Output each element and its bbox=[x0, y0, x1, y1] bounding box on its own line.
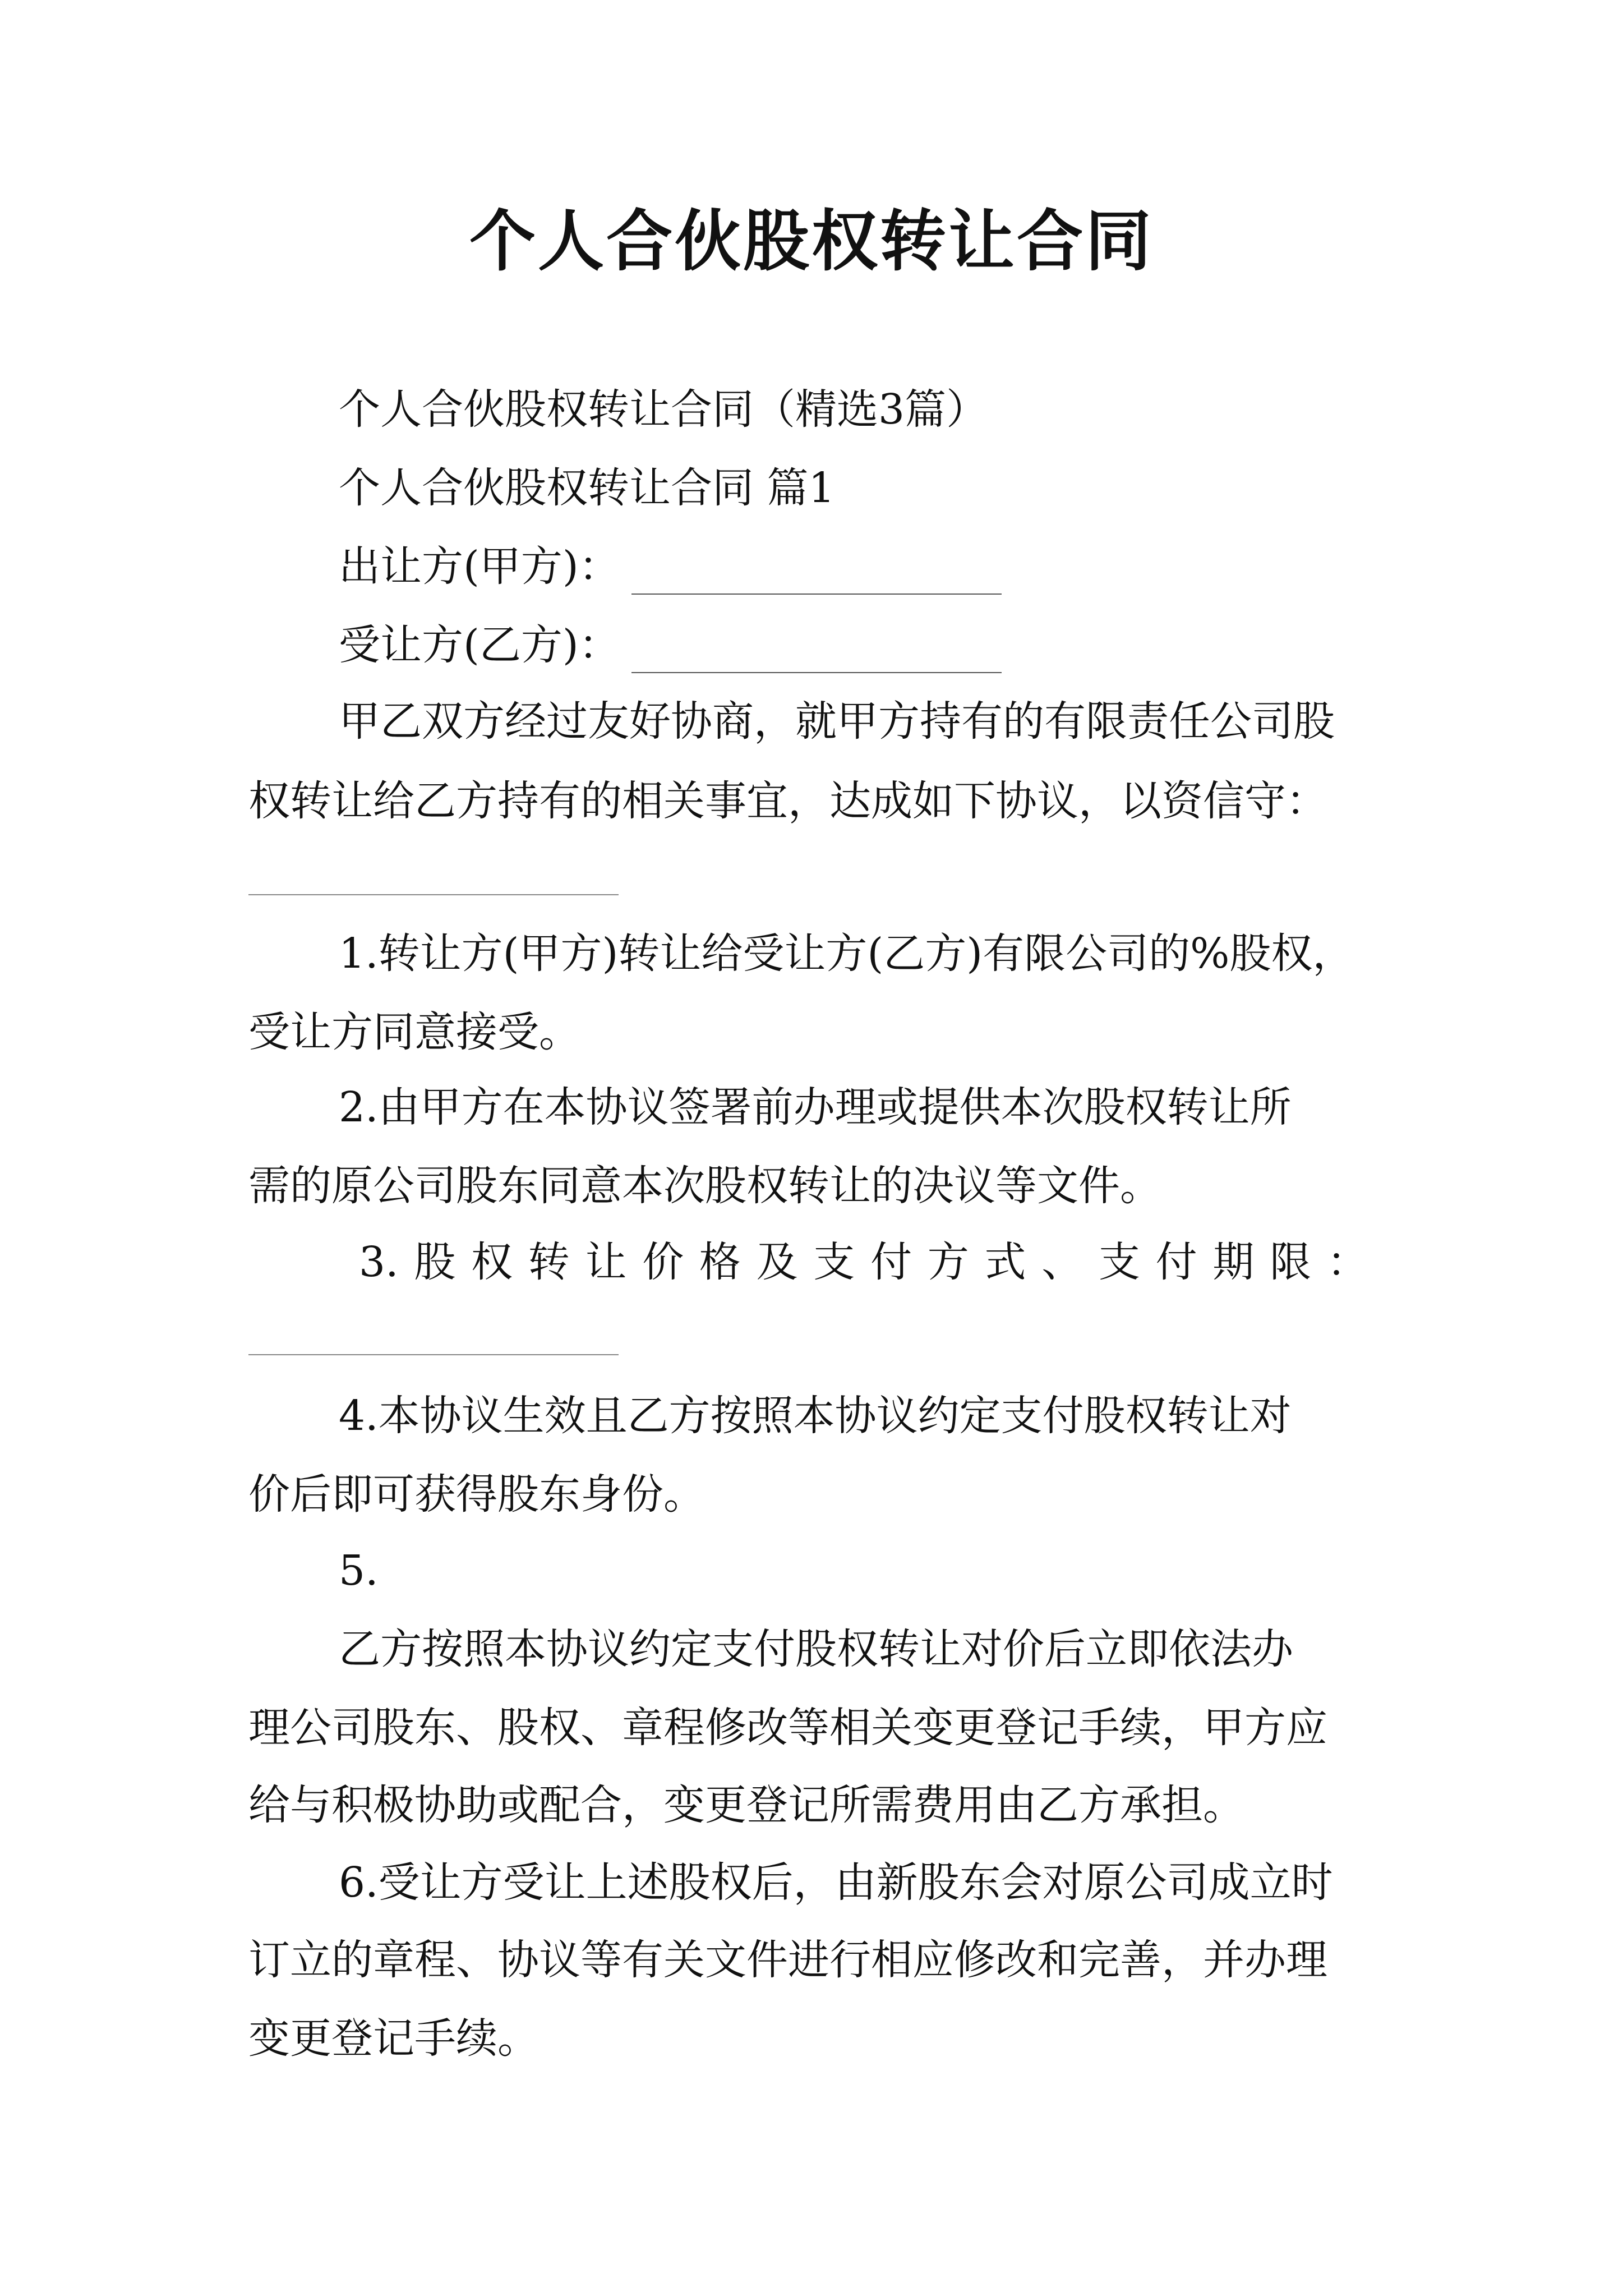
clause-3-char: 式 bbox=[984, 1238, 1026, 1286]
intro-line-1: 甲乙双方经过友好协商，就甲方持有的有限责任公司股 bbox=[339, 697, 1335, 746]
clause-3-char: 权 bbox=[471, 1238, 513, 1286]
clause-5-line-1: 乙方按照本协议约定支付股权转让对价后立即依法办 bbox=[339, 1625, 1293, 1673]
clause-3-char: 付 bbox=[870, 1238, 912, 1286]
clause-5-line-2: 理公司股东、股权、章程修改等相关变更登记手续，甲方应 bbox=[248, 1704, 1327, 1752]
fill-in-rule bbox=[248, 894, 619, 895]
clause-5-line-3: 给与积极协助或配合，变更登记所需费用由乙方承担。 bbox=[248, 1781, 1244, 1829]
clause-3-line bbox=[359, 1234, 1368, 1290]
clause-3-char: 限 bbox=[1270, 1238, 1312, 1286]
clause-6-line-1: 6.受让方受让上述股权后，由新股东会对原公司成立时 bbox=[339, 1858, 1333, 1907]
party-a-row bbox=[339, 539, 1002, 595]
clause-3-char: 转 bbox=[528, 1238, 570, 1286]
clause-2-line-1: 2.由甲方在本协议签署前办理或提供本次股权转让所 bbox=[339, 1083, 1292, 1131]
clause-3-char: 让 bbox=[585, 1238, 627, 1286]
clause-3-char: ： bbox=[1326, 1238, 1368, 1286]
clause-3-char: 、 bbox=[1041, 1238, 1083, 1286]
party-b-row bbox=[339, 617, 1002, 673]
clause-2-line-2: 需的原公司股东同意本次股权转让的决议等文件。 bbox=[248, 1162, 1161, 1210]
clause-3-char: 格 bbox=[699, 1238, 741, 1286]
clause-3-char: 3. bbox=[359, 1238, 399, 1286]
clause-3-char: 及 bbox=[756, 1238, 798, 1286]
clause-4-line-2: 价后即可获得股东身份。 bbox=[248, 1470, 705, 1519]
fill-in-rule bbox=[248, 1354, 619, 1355]
clause-1-line-2: 受让方同意接受。 bbox=[248, 1008, 580, 1056]
clause-3-char: 支 bbox=[813, 1238, 855, 1286]
clause-6-line-3: 变更登记手续。 bbox=[248, 2014, 539, 2063]
party-a-label: 出让方(甲方)： bbox=[339, 542, 620, 591]
clause-3-char: 方 bbox=[927, 1238, 969, 1286]
clause-3-char: 支 bbox=[1098, 1238, 1140, 1286]
clause-4-line-1: 4.本协议生效且乙方按照本协议约定支付股权转让对 bbox=[339, 1392, 1292, 1440]
clause-3-char: 价 bbox=[642, 1238, 684, 1286]
clause-6-line-2: 订立的章程、协议等有关文件进行相应修改和完善，并办理 bbox=[248, 1936, 1327, 1984]
document-title: 个人合伙股权转让合同 bbox=[469, 202, 1154, 280]
party-b-blank bbox=[631, 627, 1002, 673]
clause-3-char: 付 bbox=[1155, 1238, 1197, 1286]
document-subtitle: 个人合伙股权转让合同（精选3篇） bbox=[339, 385, 988, 434]
clause-3-char: 期 bbox=[1212, 1238, 1255, 1286]
clause-3-char: 股 bbox=[414, 1238, 456, 1286]
clause-1-line-1: 1.转让方(甲方)转让给受让方(乙方)有限公司的%股权， bbox=[339, 930, 1354, 978]
section-heading: 个人合伙股权转让合同 篇1 bbox=[339, 464, 835, 512]
party-b-label: 受让方(乙方)： bbox=[339, 621, 620, 669]
intro-line-2: 权转让给乙方持有的相关事宜，达成如下协议，以资信守： bbox=[248, 777, 1327, 825]
party-a-blank bbox=[631, 549, 1002, 595]
clause-5-number: 5. bbox=[339, 1547, 379, 1595]
